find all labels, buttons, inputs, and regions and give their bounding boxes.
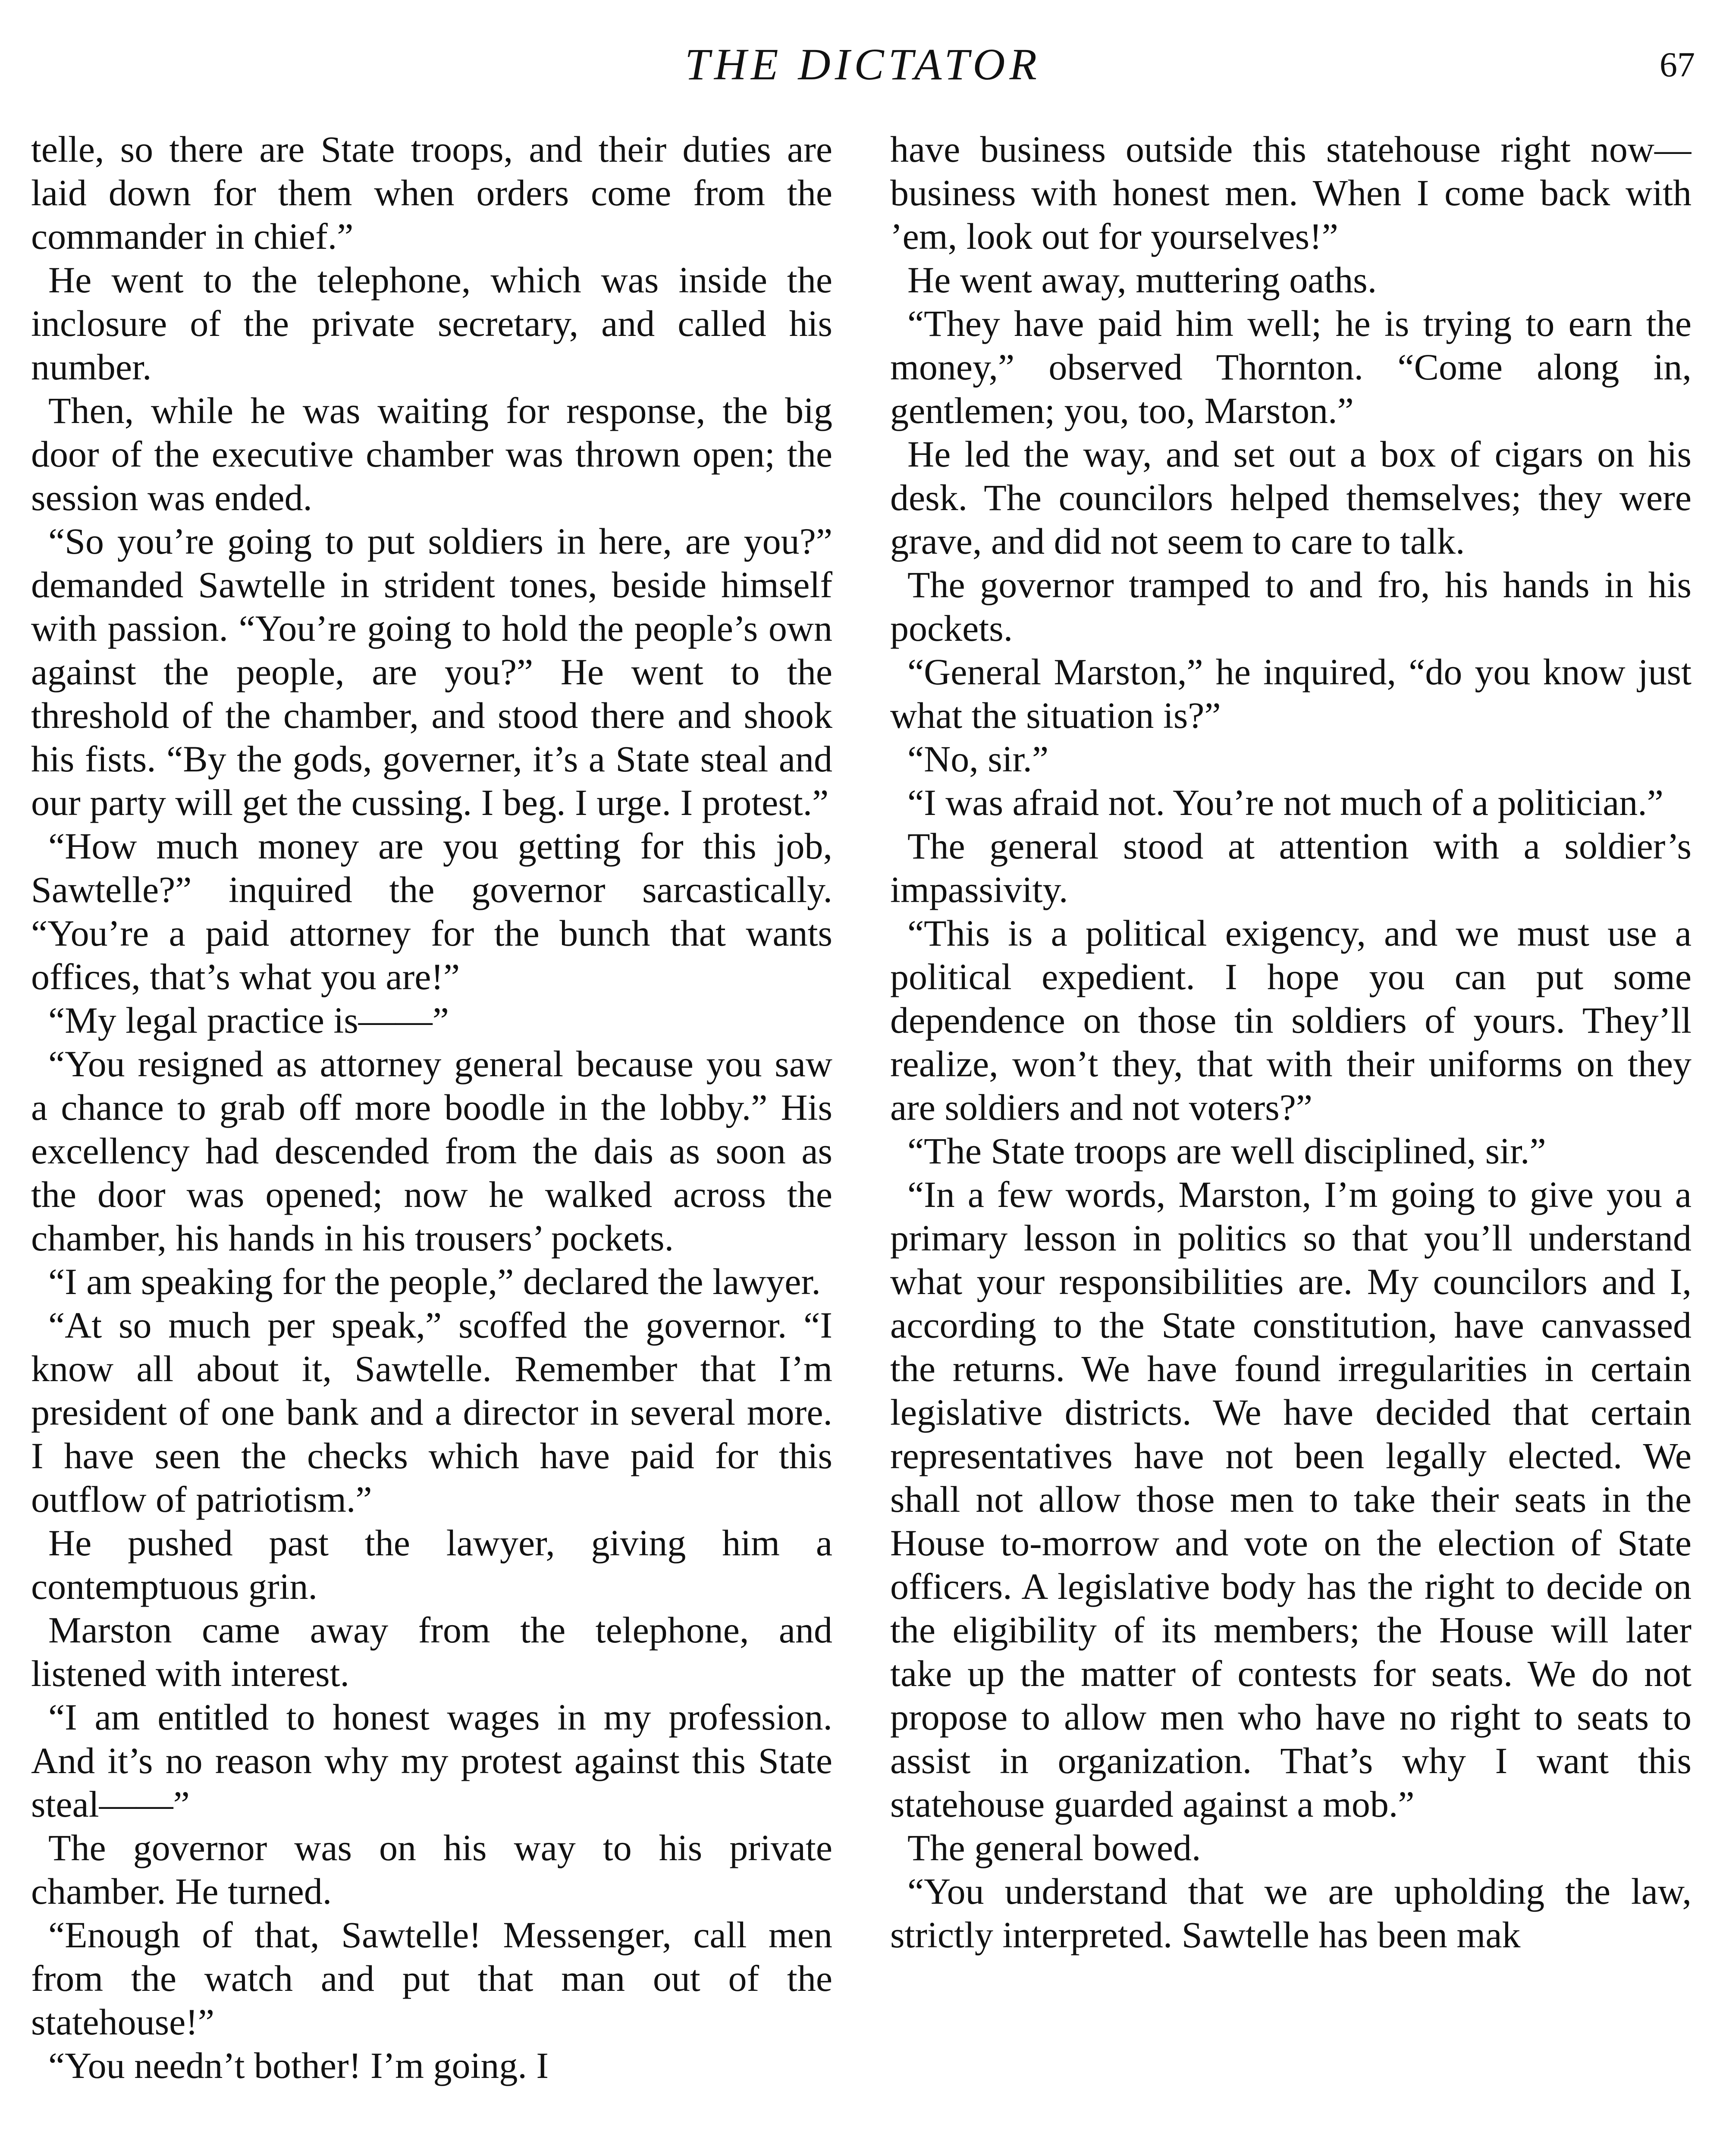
paragraph: “At so much per speak,” scoffed the governor. “I know all about it, Sawtelle. Remember that I’m president of one bank and a director in several more. I have seen the checks which have paid for this outflow of patriotism.” (31, 1304, 832, 1520)
right-text-column (890, 128, 1691, 2156)
paragraph: Marston came away from the telephone, and listened with interest. (31, 1609, 832, 1694)
paragraph: “No, sir.” (907, 738, 1049, 780)
paragraph: He pushed past the lawyer, giving him a contemptuous grin. (31, 1522, 832, 1607)
paragraph: He went away, muttering oaths. (907, 259, 1377, 301)
paragraph: “General Marston,” he inquired, “do you know just what the situation is?” (890, 651, 1691, 736)
paragraph: “You needn’t bother! I’m going. I (48, 2045, 549, 2086)
paragraph: “In a few words, Marston, I’m going to give you a primary lesson in politics so that you’ll understand what your responsibilities are. My councilors and I, according to the State constitution, have canvassed the returns. We have found irregularities in certain legislative districts. We have decided that certain representatives have not been legally elected. We shall not allow those men to take their seats in the House to-morrow and vote on the election of State officers. A legislative body has the right to decide on the eligibility of its members; the House will later take up the matter of contests for seats. We do not propose to allow men who have no right to seats to assist in organization. That’s why I want this statehouse guarded against a mob.” (890, 1174, 1691, 1825)
paragraph: Then, while he was waiting for response, the big door of the executive chamber was thrown open; the session was ended. (31, 390, 832, 518)
paragraph: “I am entitled to honest wages in my profession. And it’s no reason why my protest against this State steal——” (31, 1696, 832, 1825)
paragraph: The general bowed. (907, 1827, 1201, 1868)
paragraph: have business outside this statehouse right now—business with honest men. When I come back with ’em, look out for yourselves!” (890, 128, 1691, 257)
paragraph: “This is a political exigency, and we must use a political expedient. I hope you can put some dependence on those tin soldiers of yours. They’ll realize, won’t they, that with their uniforms on they are soldiers and not voters?” (890, 912, 1691, 1128)
running-head (0, 34, 1726, 95)
paragraph: telle, so there are State troops, and their duties are laid down for them when orders come from the commander in chief.” (31, 128, 832, 257)
left-text-column (31, 128, 832, 2156)
paragraph: “I am speaking for the people,” declared the lawyer. (48, 1261, 821, 1302)
page-number: 67 (1660, 45, 1695, 84)
paragraph: The governor was on his way to his private chamber. He turned. (31, 1827, 832, 1912)
paragraph: “The State troops are well disciplined, sir.” (907, 1130, 1546, 1172)
running-title: THE DICTATOR (685, 40, 1041, 89)
paragraph: He went to the telephone, which was inside the inclosure of the private secretary, and called his number. (31, 259, 832, 388)
paragraph: “They have paid him well; he is trying to earn the money,” observed Thornton. “Come along in, gentlemen; you, too, Marston.” (890, 303, 1691, 431)
paragraph: “I was afraid not. You’re not much of a politician.” (907, 782, 1663, 823)
paragraph: “So you’re going to put soldiers in here, are you?” demanded Sawtelle in strident tones, beside himself with passion. “You’re going to hold the people’s own against the people, are you?” He went to the threshold of the chamber, and stood there and shook his fists. “By the gods, governer, it’s a State steal and our party will get the cussing. I beg. I urge. I protest.” (31, 520, 832, 823)
paragraph: The general stood at attention with a soldier’s impassivity. (890, 825, 1691, 910)
paragraph: “My legal practice is——” (48, 1000, 449, 1041)
paragraph: He led the way, and set out a box of cigars on his desk. The councilors helped themselves; they were grave, and did not seem to care to talk. (890, 433, 1691, 562)
paragraph: “You understand that we are upholding the law, strictly interpreted. Sawtelle has been mak (890, 1871, 1691, 1955)
paragraph: “You resigned as attorney general because you saw a chance to grab off more boodle in the lobby.” His excellency had descended from the dais as soon as the door was opened; now he walked across the chamber, his hands in his trousers’ pockets. (31, 1043, 832, 1259)
paragraph: “Enough of that, Sawtelle! Messenger, call men from the watch and put that man out of the statehouse!” (31, 1914, 832, 2043)
paragraph: “How much money are you getting for this job, Sawtelle?” inquired the governor sarcastically. “You’re a paid attorney for the bunch that wants offices, that’s what you are!” (31, 825, 832, 997)
paragraph: The governor tramped to and fro, his hands in his pockets. (890, 564, 1691, 649)
